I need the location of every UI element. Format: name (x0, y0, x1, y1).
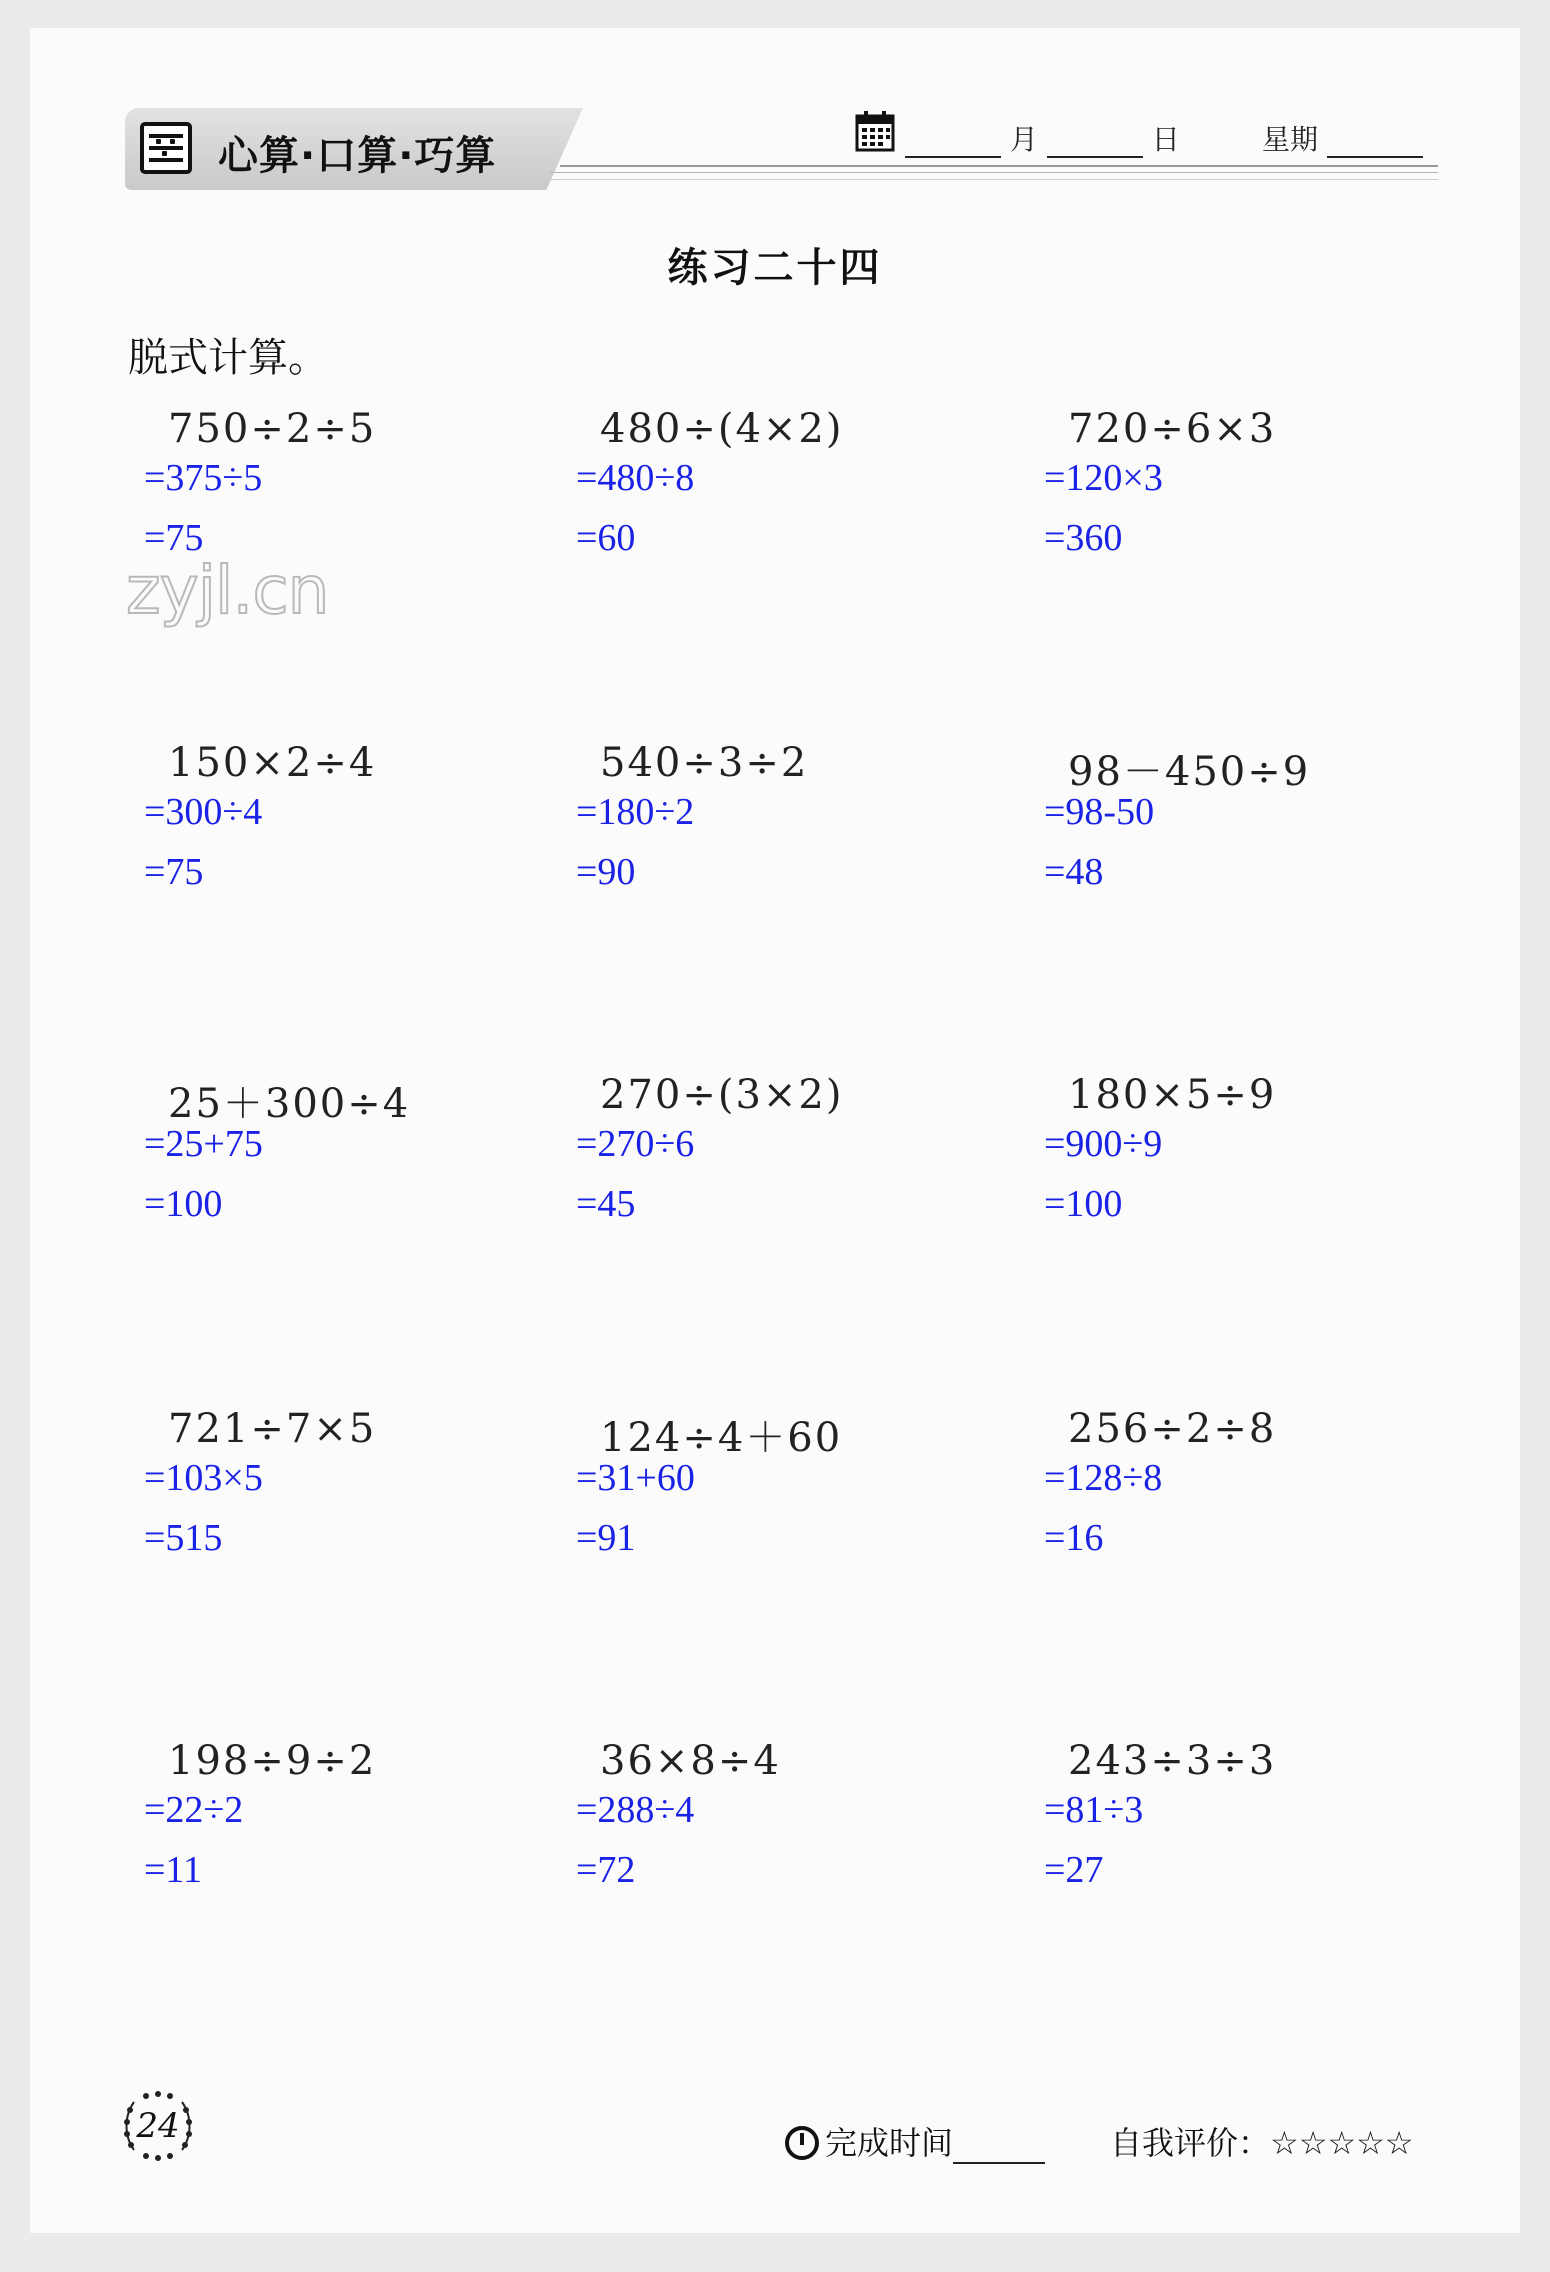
problem-expression: 124÷4＋60 (600, 1415, 843, 1461)
weekday-blank[interactable] (1327, 128, 1423, 158)
answer-step-2: =48 (1044, 851, 1104, 893)
answer-step-2: =16 (1044, 1517, 1104, 1559)
problem-expression: 180×5÷9 (1068, 1072, 1277, 1118)
instruction-text: 脱式计算。 (128, 335, 328, 381)
answer-step-2: =360 (1044, 517, 1123, 559)
star-rating[interactable]: ☆☆☆☆☆ (1270, 2124, 1414, 2162)
answer-step-1: =288÷4 (576, 1789, 695, 1831)
answer-step-1: =900÷9 (1044, 1123, 1163, 1165)
section-title: 心算·口算·巧算 (218, 133, 497, 179)
day-label: 日 (1151, 123, 1180, 156)
month-label: 月 (1009, 123, 1038, 156)
answer-step-1: =375÷5 (144, 457, 263, 499)
problem-expression: 98－450÷9 (1068, 749, 1311, 795)
problem-expression: 243÷3÷3 (1068, 1738, 1277, 1784)
answer-step-2: =75 (144, 517, 204, 559)
answer-step-1: =128÷8 (1044, 1457, 1163, 1499)
problem-expression: 480÷(4×2) (600, 406, 844, 452)
answer-step-2: =100 (1044, 1183, 1123, 1225)
answer-step-1: =81÷3 (1044, 1789, 1144, 1831)
month-blank[interactable] (905, 128, 1001, 158)
problem-expression: 150×2÷4 (168, 740, 377, 786)
answer-step-1: =22÷2 (144, 1789, 244, 1831)
problem-expression: 721÷7×5 (168, 1406, 377, 1452)
problem-expression: 720÷6×3 (1068, 406, 1277, 452)
day-blank[interactable] (1047, 128, 1143, 158)
answer-step-1: =103×5 (144, 1457, 263, 1499)
header-rule (560, 165, 1438, 167)
completion-time-label: 完成时间 (825, 2124, 954, 2162)
clock-icon (785, 2126, 819, 2160)
answer-step-2: =100 (144, 1183, 223, 1225)
problem-expression: 256÷2÷8 (1068, 1406, 1277, 1452)
problem-expression: 36×8÷4 (600, 1738, 781, 1784)
answer-step-2: =27 (1044, 1849, 1104, 1891)
answer-step-1: =480÷8 (576, 457, 695, 499)
answer-step-1: =98-50 (1044, 791, 1155, 833)
date-fields (905, 118, 1180, 158)
weekday-label: 星期 (1262, 123, 1319, 156)
answer-step-1: =31+60 (576, 1457, 695, 1499)
page-number-badge (120, 2088, 196, 2164)
answer-step-2: =91 (576, 1517, 636, 1559)
page-number: 24 (136, 2106, 180, 2146)
watermark: zyjl.cn (126, 552, 329, 629)
completion-time (785, 2118, 1045, 2164)
answer-step-1: =25+75 (144, 1123, 263, 1165)
exercise-title: 练习二十四 (667, 245, 883, 291)
problem-expression: 25＋300÷4 (168, 1081, 411, 1127)
answer-step-1: =180÷2 (576, 791, 695, 833)
answer-step-1: =120×3 (1044, 457, 1163, 499)
answer-step-1: =270÷6 (576, 1123, 695, 1165)
header-rule (550, 172, 1438, 173)
answer-step-2: =11 (144, 1849, 203, 1891)
answer-step-2: =45 (576, 1183, 636, 1225)
answer-step-2: =90 (576, 851, 636, 893)
self-eval-label: 自我评价： (1110, 2124, 1271, 2162)
answer-step-2: =72 (576, 1849, 636, 1891)
weekday-field (1262, 118, 1423, 158)
problem-expression: 270÷(3×2) (600, 1072, 844, 1118)
answer-step-2: =515 (144, 1517, 223, 1559)
answer-step-1: =300÷4 (144, 791, 263, 833)
answer-step-2: =60 (576, 517, 636, 559)
completion-time-blank[interactable] (953, 2132, 1045, 2164)
header-rule (540, 179, 1438, 180)
self-evaluation (1110, 2118, 1413, 2164)
problem-expression: 198÷9÷2 (168, 1738, 377, 1784)
problem-expression: 540÷3÷2 (600, 740, 809, 786)
answer-step-2: =75 (144, 851, 204, 893)
problem-expression: 750÷2÷5 (168, 406, 377, 452)
abacus-icon (140, 122, 192, 174)
calendar-icon (855, 110, 895, 152)
